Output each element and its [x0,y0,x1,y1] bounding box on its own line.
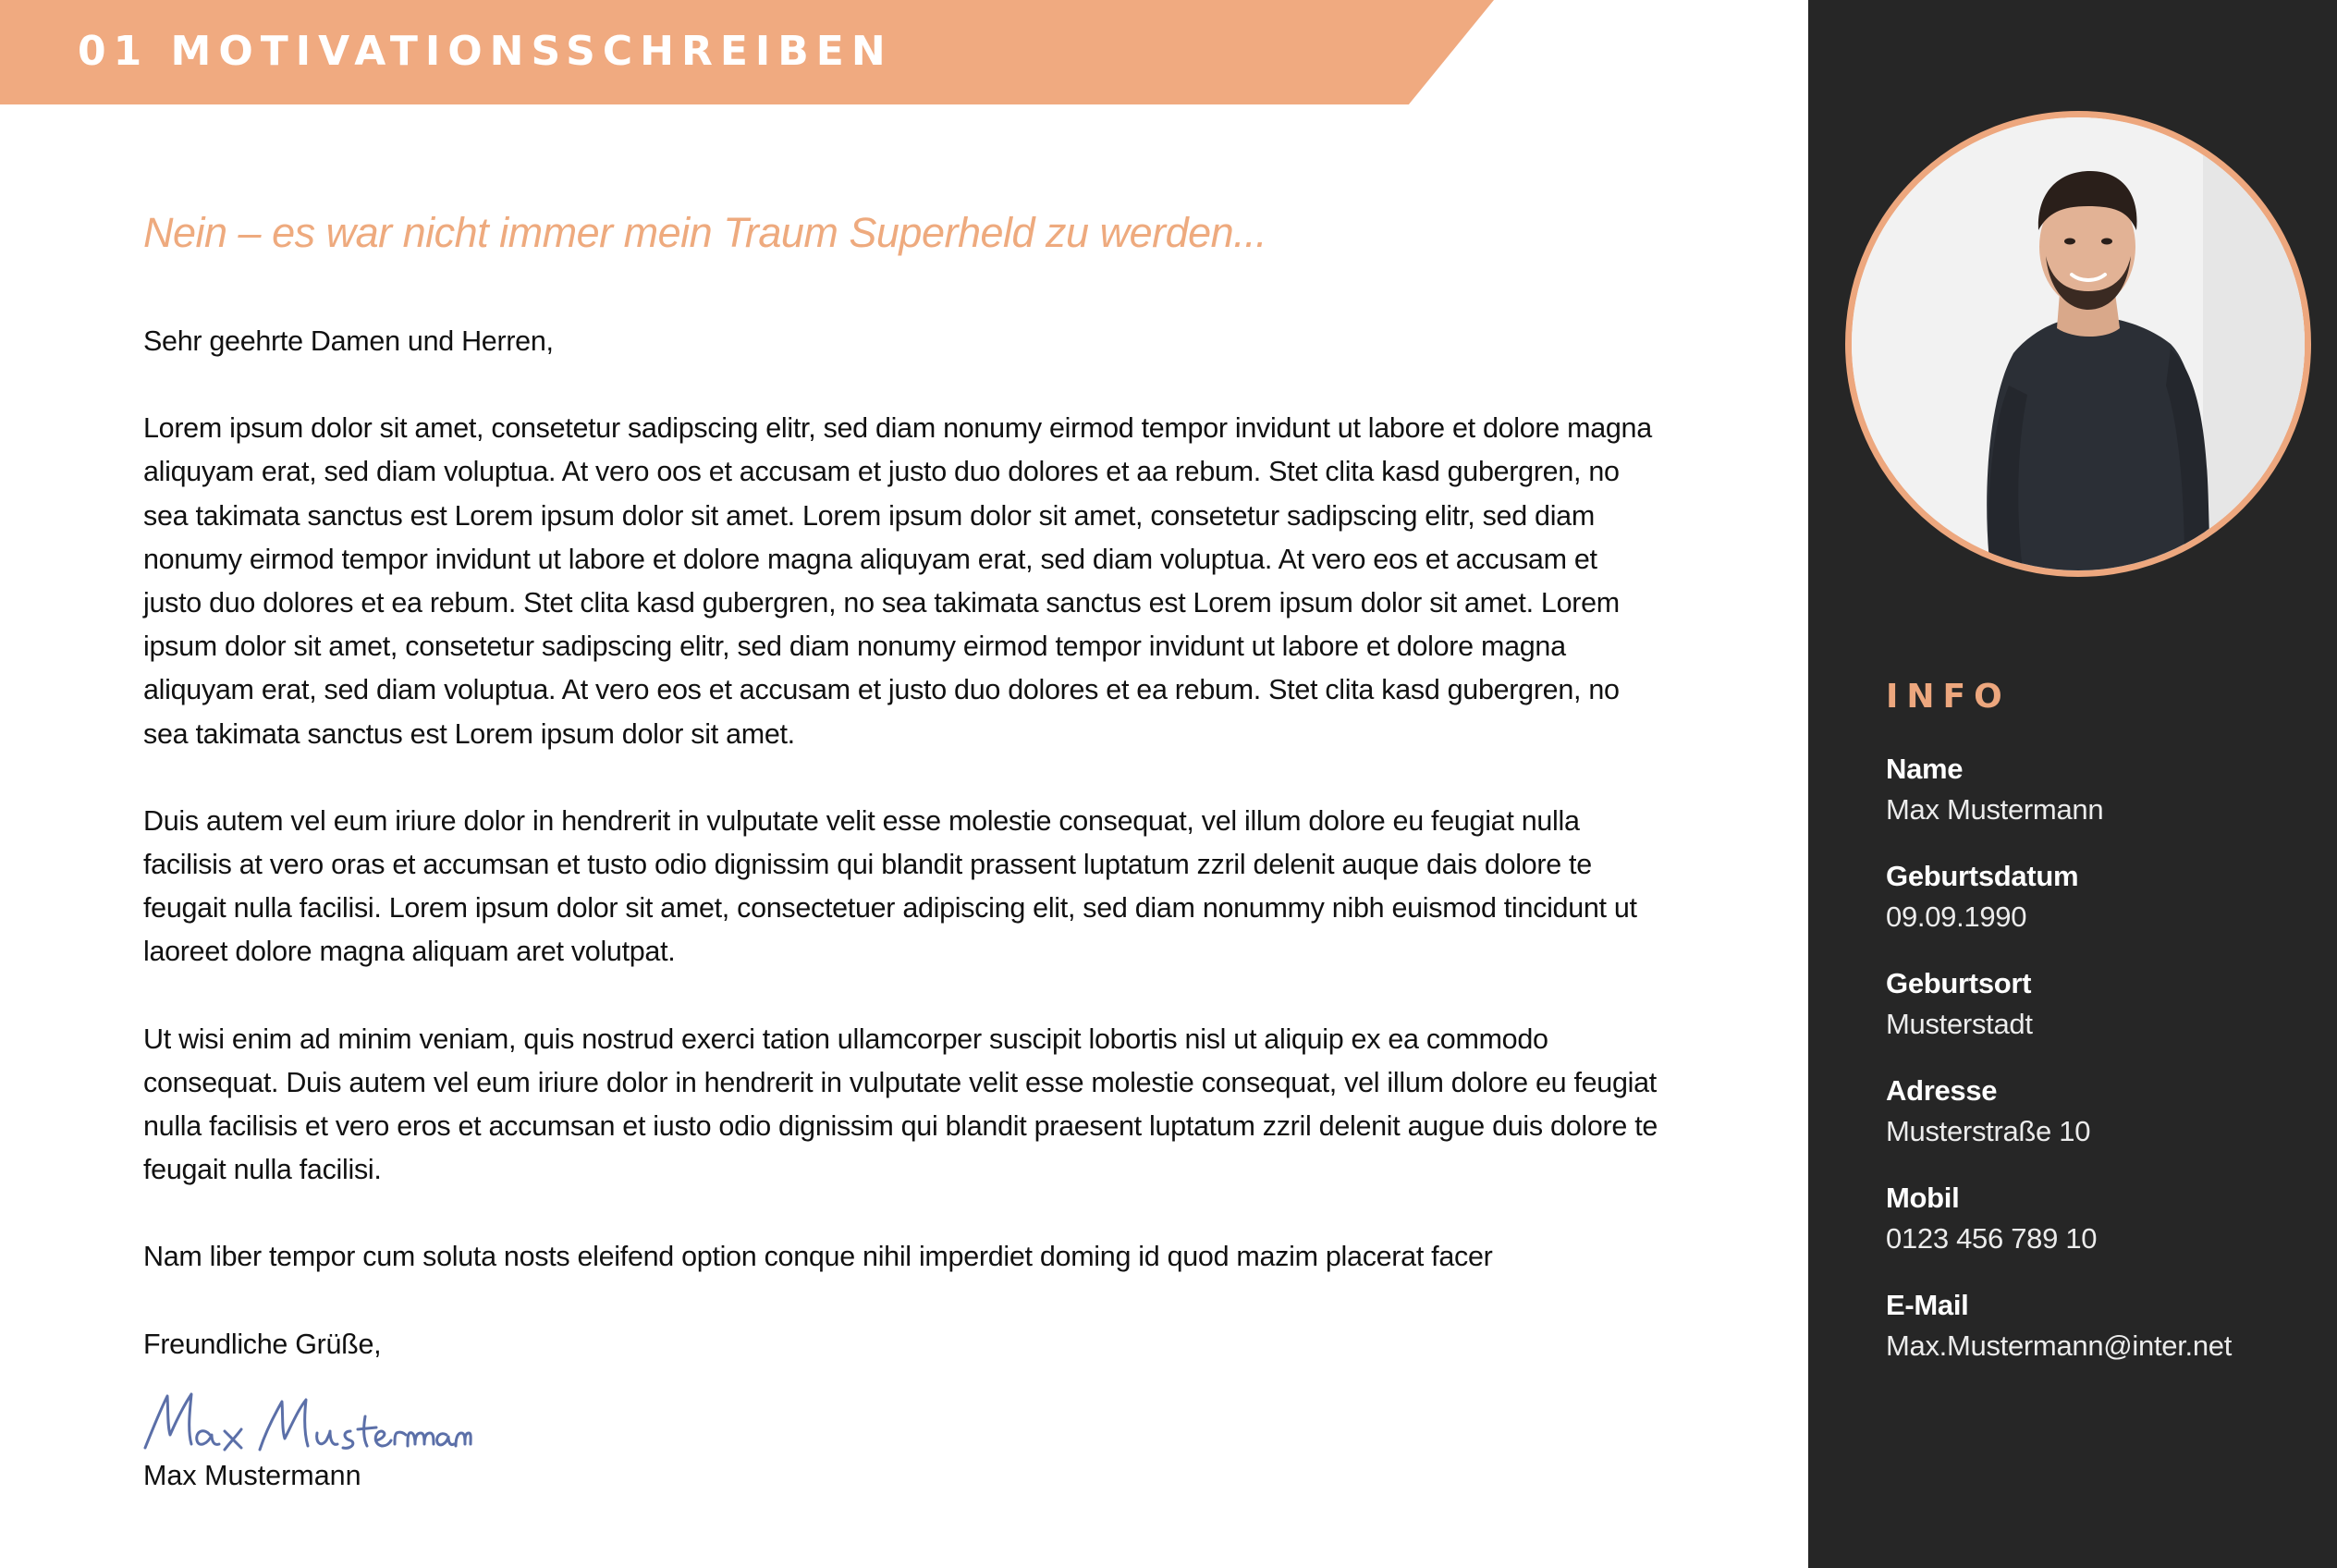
letter-paragraph: Nam liber tempor cum soluta nosts eleifend option conque nihil imperdiet doming id quod mazim placerat facer [143,1241,1493,1273]
info-item-birthplace [1886,963,2320,1045]
profile-photo [1845,111,2311,577]
info-label: Geburtsort [1886,967,2032,999]
letter-paragraph: Lorem ipsum dolor sit amet, consetetur sadipscing elitr, sed diam nonumy eirmod tempor invidunt ut labore et dolore magna aliquyam erat, sed diam voluptua. At vero oos et accusam et justo duo dolores et aa rebum. Stet clita kasd gubergren, no sea takimata sanctus est Lorem ipsum dolor sit amet. Lorem ipsum dolor sit amet, consetetur sadipscing elitr, sed diam nonumy eirmod tempor invidunt ut labore et dolore magna aliquyam erat, sed diam voluptua. At vero eos et accusam et justo duo dolores et ea rebum. Stet clita kasd gubergren, no sea takimata sanctus est Lorem ipsum dolor sit amet. Lorem ipsum dolor sit amet, consetetur sadipscing elitr, sed diam nonumy eirmod tempor invidunt ut labore et dolore magna aliquyam erat, sed diam voluptua. At vero eos et accusam et justo duo dolores et ea rebum. Stet clita kasd gubergren, no sea takimata sanctus est Lorem ipsum dolor sit amet. [143,412,1652,750]
salutation: Sehr geehrte Damen und Herren, [143,325,554,357]
section-title: 01 MOTIVATIONSSCHREIBEN [78,28,893,75]
info-value: Max.Mustermann@inter.net [1886,1329,2233,1362]
letter-body [143,209,1659,1494]
info-item-name [1886,749,2320,830]
info-label: Name [1886,753,1964,785]
handwritten-signature [140,1383,472,1457]
letter-paragraph: Duis autem vel eum iriure dolor in hendrerit in vulputate velit esse molestie consequat, vel illum dolore eu feugiat nulla facilisis at vero oras et accumsan et tusto odio dignissim qui blandit prassent luptatum zzril delenit auque dais dolore te feugait nulla facilisi. Lorem ipsum dolor sit amet, consectetuer adipiscing elit, sed diam nonummy nibh euismod tincidunt ut laoreet dolore magna aliquam aret volutpat. [143,804,1637,968]
letter-headline: Nein – es war nicht immer mein Traum Superheld zu werden... [143,209,1267,256]
info-value: Musterstadt [1886,1008,2033,1040]
info-item-birthdate [1886,856,2320,937]
info-title: INFO [1886,678,2011,716]
info-item-address [1886,1071,2320,1152]
info-value: Musterstraße 10 [1886,1115,2091,1147]
info-value: Max Mustermann [1886,793,2104,826]
letter-paragraph: Ut wisi enim ad minim veniam, quis nostrud exerci tation ullamcorper suscipit lobortis nisl ut aliquip ex ea commodo consequat. Duis autem vel eum iriure dolor in hendrerit in vulputate velit esse molestie consequat, vel illum dolore eu feugiat nulla facilisis et vero eros et accumsan et iusto odio dignissim qui blandit praesent luptatum zzril delenit augue duis dolore te feugait nulla facilisi. [143,1023,1658,1186]
sidebar [1808,0,2337,1568]
info-label: E-Mail [1886,1289,1969,1321]
info-value: 09.09.1990 [1886,900,2027,933]
info-label: Adresse [1886,1074,1998,1107]
signature-name: Max Mustermann [143,1459,361,1491]
info-list [1886,749,2320,1392]
closing: Freundliche Grüße, [143,1328,382,1360]
info-value: 0123 456 789 10 [1886,1222,2098,1255]
info-item-email [1886,1285,2320,1366]
info-item-mobile [1886,1178,2320,1259]
info-label: Geburtsdatum [1886,860,2079,892]
info-label: Mobil [1886,1182,1960,1214]
